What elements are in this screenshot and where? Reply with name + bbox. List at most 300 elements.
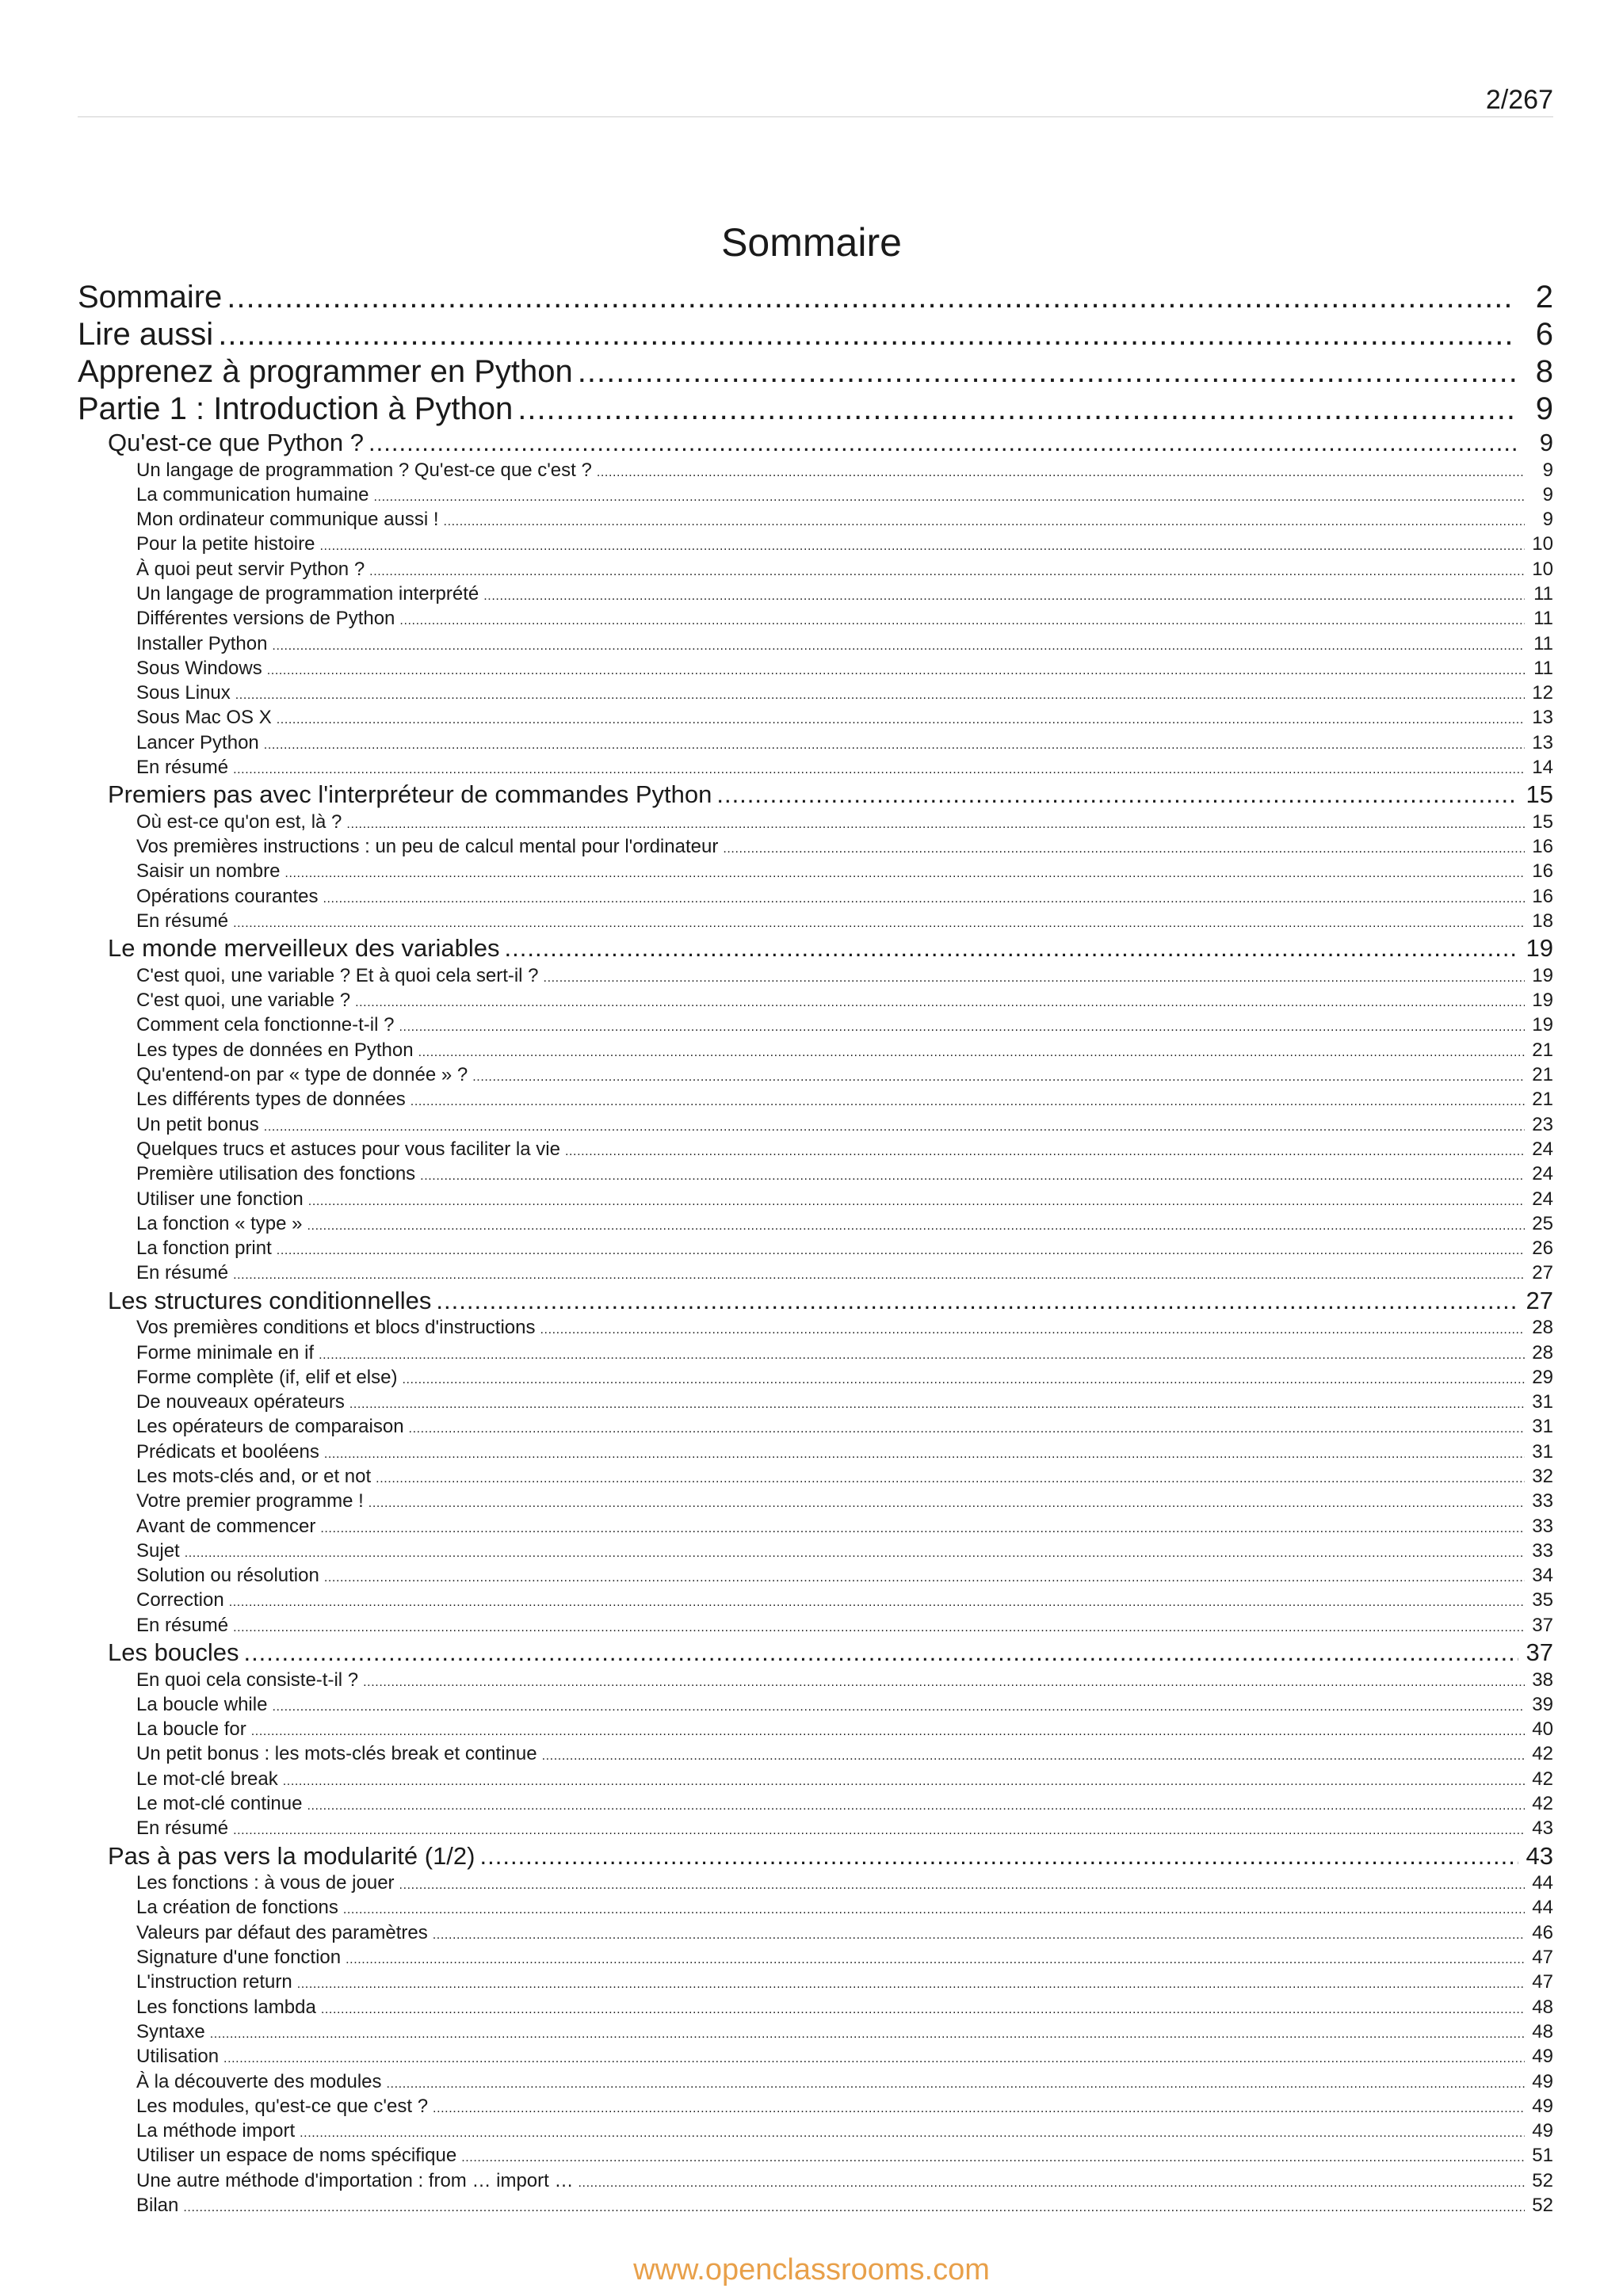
- toc-entry-title: La communication humaine: [136, 483, 369, 505]
- toc-entry-title: Les opérateurs de comparaison: [136, 1416, 404, 1438]
- toc-entry-page-number: 42: [1532, 1743, 1553, 1765]
- toc-entry-page-number: 29: [1532, 1366, 1553, 1388]
- toc-entry-title: Prédicats et booléens: [136, 1440, 319, 1463]
- toc-dot-leader: [716, 780, 1518, 810]
- toc-entry[interactable]: [78, 834, 1553, 859]
- toc-dot-leader: [409, 1417, 1525, 1439]
- toc-dot-leader: [297, 1972, 1525, 1994]
- toc-dot-leader: [285, 861, 1525, 883]
- toc-entry-title: Vos premières conditions et blocs d'instructions: [136, 1317, 536, 1339]
- toc-entry-page-number: 27: [1526, 1286, 1553, 1314]
- toc-entry[interactable]: [78, 2168, 1553, 2193]
- toc-entry-page-number: 28: [1532, 1317, 1553, 1339]
- toc-dot-leader: [264, 733, 1525, 755]
- toc-entry-title: En résumé: [136, 1262, 229, 1284]
- toc-entry-page-number: 33: [1532, 1490, 1553, 1512]
- toc-entry[interactable]: [78, 1062, 1553, 1087]
- footer-website-link[interactable]: www.openclassrooms.com: [633, 2253, 990, 2286]
- toc-entry-page-number: 46: [1532, 1921, 1553, 1943]
- toc-entry-page-number: 13: [1532, 707, 1553, 729]
- toc-entry[interactable]: [78, 1945, 1553, 1970]
- toc-entry-page-number: 43: [1532, 1817, 1553, 1840]
- toc-dot-leader: [185, 1541, 1525, 1563]
- toc-entry[interactable]: [78, 1211, 1553, 1236]
- toc-entry[interactable]: [78, 1261, 1553, 1285]
- toc-entry-title: Signature d'une fonction: [136, 1947, 342, 1969]
- toc-entry-page-number: 6: [1535, 317, 1553, 352]
- toc-entry[interactable]: [78, 780, 1553, 810]
- toc-entry-page-number: 44: [1532, 1897, 1553, 1919]
- toc-entry-page-number: 48: [1532, 2020, 1553, 2042]
- toc-entry-page-number: 25: [1532, 1212, 1553, 1234]
- toc-entry-page-number: 52: [1532, 2195, 1553, 2216]
- toc-entry-page-number: 9: [1542, 509, 1553, 531]
- toc-entry-title: Sujet: [136, 1539, 180, 1562]
- toc-entry[interactable]: [78, 1315, 1553, 1340]
- toc-entry-title: En résumé: [136, 910, 229, 933]
- toc-entry[interactable]: [78, 988, 1553, 1013]
- toc-dot-leader: [578, 2171, 1525, 2193]
- toc-entry-title: Sous Windows: [136, 657, 262, 679]
- toc-entry-title: Pour la petite histoire: [136, 533, 315, 555]
- toc-dot-leader: [363, 1670, 1525, 1692]
- toc-dot-leader: [320, 1516, 1525, 1539]
- toc-entry[interactable]: [78, 2119, 1553, 2143]
- toc-dot-leader: [387, 2072, 1525, 2094]
- toc-entry-page-number: 49: [1532, 2120, 1553, 2142]
- toc-entry[interactable]: [78, 2069, 1553, 2094]
- toc-entry-page-number: 11: [1533, 657, 1553, 679]
- toc-entry[interactable]: [78, 1741, 1553, 1766]
- toc-dot-leader: [233, 757, 1525, 780]
- toc-entry-page-number: 9: [1539, 429, 1553, 456]
- toc-entry[interactable]: [78, 1613, 1553, 1638]
- toc-entry-title: C'est quoi, une variable ? Et à quoi cela sert-il ?: [136, 964, 539, 986]
- toc-entry-page-number: 16: [1532, 836, 1553, 858]
- toc-dot-leader: [323, 887, 1525, 909]
- toc-entry-title: Syntaxe: [136, 2020, 205, 2042]
- toc-entry[interactable]: [78, 557, 1553, 582]
- toc-entry[interactable]: [78, 1871, 1553, 1895]
- toc-entry[interactable]: [78, 1286, 1553, 1316]
- toc-entry-title: Les modules, qu'est-ce que c'est ?: [136, 2095, 429, 2117]
- toc-dot-leader: [399, 1873, 1525, 1895]
- toc-entry-page-number: 16: [1532, 885, 1553, 907]
- toc-entry-title: La fonction print: [136, 1238, 272, 1260]
- toc-dot-leader: [433, 1923, 1525, 1945]
- toc-entry-page-number: 51: [1532, 2145, 1553, 2167]
- toc-entry-page-number: 24: [1532, 1188, 1553, 1210]
- toc-entry[interactable]: [78, 1038, 1553, 1062]
- toc-entry[interactable]: [78, 656, 1553, 681]
- toc-dot-leader: [307, 1794, 1525, 1816]
- toc-dot-leader: [369, 559, 1525, 582]
- toc-entry[interactable]: [78, 1668, 1553, 1692]
- toc-entry-page-number: 35: [1532, 1589, 1553, 1611]
- toc-entry[interactable]: [78, 428, 1553, 458]
- toc-entry[interactable]: [78, 1692, 1553, 1717]
- toc-entry-title: Les fonctions lambda: [136, 1996, 316, 2018]
- toc-entry-title: À quoi peut servir Python ?: [136, 558, 365, 580]
- toc-entry-title: Mon ordinateur communique aussi !: [136, 509, 439, 531]
- toc-entry-title: Apprenez à programmer en Python: [78, 354, 573, 389]
- toc-entry-title: La méthode import: [136, 2120, 296, 2142]
- toc-entry-page-number: 12: [1532, 682, 1553, 704]
- toc-entry-title: Lancer Python: [136, 731, 259, 753]
- toc-dot-leader: [229, 1590, 1525, 1612]
- toc-entry[interactable]: [78, 730, 1553, 755]
- toc-entry[interactable]: [78, 1187, 1553, 1211]
- toc-entry[interactable]: [78, 1588, 1553, 1612]
- toc-dot-leader: [264, 1115, 1525, 1137]
- toc-dot-leader: [369, 1491, 1525, 1513]
- toc-entry[interactable]: [78, 884, 1553, 909]
- toc-entry-page-number: 37: [1532, 1614, 1553, 1636]
- toc-entry-page-number: 40: [1532, 1718, 1553, 1741]
- toc-entry-title: Votre premier programme !: [136, 1490, 364, 1512]
- toc-entry-title: Premiers pas avec l'interpréteur de commandes Python: [108, 780, 712, 809]
- toc-dot-leader: [233, 911, 1525, 933]
- toc-entry-page-number: 28: [1532, 1341, 1553, 1363]
- toc-entry-title: Qu'entend-on par « type de donnée » ?: [136, 1064, 468, 1086]
- toc-entry-page-number: 24: [1532, 1163, 1553, 1185]
- toc-entry-page-number: 19: [1526, 934, 1553, 963]
- toc-entry-page-number: 49: [1532, 2070, 1553, 2092]
- toc-entry-page-number: 42: [1532, 1793, 1553, 1815]
- toc-dot-leader: [308, 1189, 1525, 1211]
- toc-entry-page-number: 11: [1533, 608, 1553, 630]
- toc-entry[interactable]: [78, 1717, 1553, 1741]
- toc-entry-page-number: 21: [1532, 1039, 1553, 1061]
- toc-dot-leader: [544, 966, 1525, 988]
- toc-dot-leader: [505, 933, 1518, 963]
- toc-dot-leader: [343, 1897, 1525, 1920]
- toc-entry-page-number: 19: [1532, 990, 1553, 1012]
- toc-entry-page-number: 10: [1532, 533, 1553, 555]
- toc-dot-leader: [267, 658, 1525, 681]
- toc-dot-leader: [433, 2096, 1525, 2119]
- toc-entry-page-number: 21: [1532, 1089, 1553, 1111]
- toc-entry-page-number: 21: [1532, 1064, 1553, 1086]
- toc-entry[interactable]: [78, 606, 1553, 631]
- toc-entry-page-number: 23: [1532, 1113, 1553, 1135]
- toc-entry-page-number: 52: [1532, 2169, 1553, 2191]
- toc-entry-page-number: 49: [1532, 2046, 1553, 2068]
- toc-entry[interactable]: [78, 1895, 1553, 1920]
- toc-entry[interactable]: [78, 1137, 1553, 1161]
- toc-entry[interactable]: [78, 1514, 1553, 1539]
- toc-entry-page-number: 9: [1542, 483, 1553, 505]
- toc-entry[interactable]: [78, 1161, 1553, 1186]
- header-divider: [78, 116, 1553, 117]
- toc-entry[interactable]: [78, 532, 1553, 556]
- toc-entry-title: C'est quoi, une variable ?: [136, 990, 351, 1012]
- toc-entry[interactable]: [78, 1539, 1553, 1563]
- toc-entry-title: Un langage de programmation ? Qu'est-ce que c'est ?: [136, 459, 592, 481]
- toc-entry[interactable]: [78, 582, 1553, 606]
- toc-dot-leader: [723, 837, 1525, 859]
- toc-entry[interactable]: [78, 1464, 1553, 1489]
- toc-entry-page-number: 47: [1532, 1971, 1553, 1993]
- toc-entry-page-number: 31: [1532, 1440, 1553, 1463]
- toc-entry-page-number: 10: [1532, 558, 1553, 580]
- toc-dot-leader: [374, 485, 1526, 507]
- toc-dot-leader: [272, 634, 1525, 656]
- toc-entry-page-number: 27: [1532, 1262, 1553, 1284]
- toc-entry[interactable]: [78, 1638, 1553, 1668]
- toc-entry-page-number: 37: [1526, 1638, 1553, 1667]
- toc-entry[interactable]: [78, 963, 1553, 988]
- toc-dot-leader: [411, 1089, 1525, 1112]
- toc-entry-page-number: 19: [1532, 964, 1553, 986]
- toc-entry[interactable]: [78, 2143, 1553, 2168]
- toc-entry-page-number: 48: [1532, 1996, 1553, 2018]
- toc-entry-page-number: 16: [1532, 860, 1553, 883]
- toc-entry-page-number: 15: [1526, 780, 1553, 809]
- toc-entry-title: Lire aussi: [78, 317, 214, 352]
- toc-dot-leader: [210, 2022, 1525, 2044]
- toc-entry-page-number: 33: [1532, 1539, 1553, 1562]
- toc-entry[interactable]: [78, 705, 1553, 730]
- toc-entry[interactable]: [78, 859, 1553, 883]
- toc-dot-leader: [300, 2121, 1525, 2143]
- toc-dot-leader: [402, 1367, 1525, 1390]
- toc-entry-page-number: 43: [1526, 1841, 1553, 1870]
- toc-entry[interactable]: [78, 1995, 1553, 2019]
- toc-entry-title: La création de fonctions: [136, 1897, 338, 1919]
- toc-entry-page-number: 19: [1532, 1014, 1553, 1036]
- toc-entry[interactable]: [78, 1841, 1553, 1871]
- toc-entry[interactable]: [78, 1087, 1553, 1112]
- toc-entry[interactable]: [78, 1341, 1553, 1365]
- toc-dot-leader: [346, 1947, 1525, 1970]
- page-title: Sommaire: [721, 219, 902, 265]
- toc-entry[interactable]: [78, 316, 1553, 353]
- toc-entry[interactable]: [78, 353, 1553, 391]
- toc-entry-title: Vos premières instructions : un peu de calcul mental pour l'ordinateur: [136, 836, 719, 858]
- toc-dot-leader: [324, 1442, 1525, 1464]
- toc-entry-title: Comment cela fonctionne-t-il ?: [136, 1014, 395, 1036]
- toc-entry-page-number: 18: [1532, 910, 1553, 933]
- toc-entry-title: Le monde merveilleux des variables: [108, 934, 500, 963]
- toc-entry-title: En quoi cela consiste-t-il ?: [136, 1669, 359, 1691]
- toc-dot-leader: [283, 1769, 1525, 1791]
- toc-entry[interactable]: [78, 1236, 1553, 1261]
- toc-entry-title: L'instruction return: [136, 1971, 292, 1993]
- toc-dot-leader: [233, 1615, 1525, 1638]
- toc-entry[interactable]: [78, 681, 1553, 705]
- toc-entry-page-number: 33: [1532, 1515, 1553, 1537]
- toc-entry-title: Les mots-clés and, or et not: [136, 1465, 372, 1487]
- toc-entry[interactable]: [78, 631, 1553, 656]
- toc-entry[interactable]: [78, 391, 1553, 428]
- toc-dot-leader: [272, 1695, 1525, 1717]
- toc-entry[interactable]: [78, 1970, 1553, 1994]
- toc-dot-leader: [349, 1392, 1525, 1414]
- toc-entry[interactable]: [78, 2094, 1553, 2119]
- toc-entry-page-number: 11: [1533, 582, 1553, 605]
- toc-entry-title: Opérations courantes: [136, 885, 319, 907]
- toc-entry[interactable]: [78, 755, 1553, 780]
- toc-entry-title: En résumé: [136, 757, 229, 779]
- toc-entry-title: À la découverte des modules: [136, 2070, 382, 2092]
- toc-entry-title: Les structures conditionnelles: [108, 1286, 432, 1314]
- toc-entry[interactable]: [78, 1365, 1553, 1390]
- toc-entry[interactable]: [78, 1816, 1553, 1840]
- toc-entry-page-number: 44: [1532, 1872, 1553, 1894]
- toc-dot-leader: [319, 1343, 1525, 1365]
- toc-entry[interactable]: [78, 1489, 1553, 1513]
- toc-entry-title: La boucle for: [136, 1718, 246, 1741]
- toc-dot-leader: [183, 2195, 1525, 2218]
- toc-dot-leader: [420, 1164, 1525, 1186]
- toc-dot-leader: [277, 1238, 1525, 1261]
- toc-dot-leader: [227, 279, 1515, 316]
- toc-entry-title: Bilan: [136, 2195, 179, 2216]
- toc-entry[interactable]: [78, 458, 1553, 482]
- toc-entry-title: Sommaire: [78, 280, 223, 315]
- toc-dot-leader: [235, 683, 1525, 705]
- toc-dot-leader: [307, 1214, 1525, 1236]
- toc-dot-leader: [480, 1841, 1519, 1871]
- toc-entry[interactable]: [78, 933, 1553, 963]
- toc-entry-page-number: 14: [1532, 757, 1553, 779]
- toc-entry-page-number: 31: [1532, 1391, 1553, 1413]
- toc-entry[interactable]: [78, 1563, 1553, 1588]
- toc-entry-title: Les types de données en Python: [136, 1039, 414, 1061]
- toc-dot-leader: [355, 990, 1525, 1013]
- toc-dot-leader: [319, 534, 1525, 556]
- toc-entry[interactable]: [78, 1440, 1553, 1464]
- toc-dot-leader: [461, 2145, 1525, 2168]
- toc-entry-title: Différentes versions de Python: [136, 608, 395, 630]
- toc-entry-title: Première utilisation des fonctions: [136, 1163, 416, 1185]
- toc-entry[interactable]: [78, 1920, 1553, 1945]
- toc-entry-title: Utilisation: [136, 2046, 220, 2068]
- toc-entry[interactable]: [78, 810, 1553, 834]
- toc-entry[interactable]: [78, 1414, 1553, 1439]
- toc-entry[interactable]: [78, 279, 1553, 316]
- toc-entry-title: Utiliser une fonction: [136, 1188, 304, 1210]
- toc-dot-leader: [542, 1744, 1525, 1766]
- toc-entry[interactable]: [78, 2019, 1553, 2044]
- toc-entry-page-number: 26: [1532, 1238, 1553, 1260]
- toc-dot-leader: [399, 1015, 1525, 1037]
- toc-entry-page-number: 39: [1532, 1693, 1553, 1715]
- toc-entry-title: Sous Linux: [136, 682, 231, 704]
- toc-entry[interactable]: [78, 2193, 1553, 2218]
- toc-entry-title: Le mot-clé continue: [136, 1793, 303, 1815]
- toc-entry[interactable]: [78, 2044, 1553, 2069]
- toc-entry-title: La fonction « type »: [136, 1212, 303, 1234]
- toc-dot-leader: [251, 1719, 1525, 1741]
- toc-entry-page-number: 24: [1532, 1138, 1553, 1160]
- toc-entry[interactable]: [78, 1791, 1553, 1816]
- toc-entry-page-number: 49: [1532, 2095, 1553, 2117]
- toc-entry-title: Avant de commencer: [136, 1515, 316, 1537]
- toc-dot-leader: [436, 1286, 1518, 1316]
- toc-entry[interactable]: [78, 1390, 1553, 1414]
- toc-dot-leader: [218, 316, 1515, 353]
- toc-entry-title: Forme complète (if, elif et else): [136, 1366, 398, 1388]
- toc-dot-leader: [540, 1318, 1526, 1340]
- toc-dot-leader: [399, 608, 1525, 631]
- toc-entry-title: Forme minimale en if: [136, 1341, 315, 1363]
- toc-dot-leader: [565, 1139, 1525, 1161]
- toc-entry-title: Utiliser un espace de noms spécifique: [136, 2145, 457, 2167]
- toc-entry-title: Un petit bonus: [136, 1113, 259, 1135]
- toc-entry-title: Correction: [136, 1589, 224, 1611]
- toc-entry-page-number: 15: [1532, 810, 1553, 833]
- toc-dot-leader: [243, 1638, 1518, 1668]
- toc-entry-title: Partie 1 : Introduction à Python: [78, 391, 514, 426]
- toc-dot-leader: [233, 1263, 1525, 1285]
- toc-entry-title: Les différents types de données: [136, 1089, 406, 1111]
- toc-dot-leader: [233, 1818, 1525, 1840]
- toc-dot-leader: [324, 1566, 1525, 1588]
- toc-entry-title: En résumé: [136, 1817, 229, 1840]
- toc-dot-leader: [223, 2046, 1525, 2069]
- toc-entry[interactable]: [78, 1013, 1553, 1037]
- toc-dot-leader: [517, 391, 1515, 428]
- toc-dot-leader: [376, 1466, 1525, 1489]
- toc-entry-page-number: 42: [1532, 1768, 1553, 1790]
- toc-entry-title: De nouveaux opérateurs: [136, 1391, 345, 1413]
- toc-entry[interactable]: [78, 1767, 1553, 1791]
- toc-entry-title: Saisir un nombre: [136, 860, 281, 883]
- toc-entry-title: Les fonctions : à vous de jouer: [136, 1872, 395, 1894]
- toc-entry[interactable]: [78, 507, 1553, 532]
- toc-entry-title: Une autre méthode d'importation : from … import …: [136, 2169, 574, 2191]
- toc-dot-leader: [418, 1040, 1525, 1062]
- toc-dot-leader: [472, 1065, 1525, 1087]
- toc-dot-leader: [578, 353, 1515, 391]
- toc-entry-title: Un petit bonus : les mots-clés break et continue: [136, 1743, 537, 1765]
- toc-entry-title: Sous Mac OS X: [136, 707, 272, 729]
- toc-dot-leader: [346, 812, 1525, 834]
- toc-entry[interactable]: [78, 482, 1553, 507]
- toc-dot-leader: [483, 584, 1525, 606]
- toc-dot-leader: [369, 428, 1518, 458]
- toc-entry-page-number: 47: [1532, 1947, 1553, 1969]
- toc-entry[interactable]: [78, 909, 1553, 933]
- toc-dot-leader: [444, 509, 1525, 532]
- toc-dot-leader: [321, 1997, 1525, 2019]
- page-number: 2/267: [1485, 85, 1553, 115]
- toc-entry-page-number: 9: [1535, 391, 1553, 426]
- toc-entry-title: Les boucles: [108, 1638, 239, 1667]
- toc-entry-title: Valeurs par défaut des paramètres: [136, 1921, 428, 1943]
- toc-entry-page-number: 13: [1532, 731, 1553, 753]
- toc-entry-page-number: 2: [1535, 280, 1553, 315]
- toc-dot-leader: [597, 460, 1525, 482]
- toc-entry-title: Qu'est-ce que Python ?: [108, 429, 365, 456]
- toc-entry-title: La boucle while: [136, 1693, 268, 1715]
- toc-entry-title: En résumé: [136, 1614, 229, 1636]
- toc-entry-title: Installer Python: [136, 632, 268, 654]
- toc-entry-title: Pas à pas vers la modularité (1/2): [108, 1841, 475, 1870]
- toc-dot-leader: [277, 707, 1525, 730]
- toc-entry-page-number: 34: [1532, 1565, 1553, 1587]
- toc-entry-title: Un langage de programmation interprété: [136, 582, 479, 605]
- toc-entry-page-number: 38: [1532, 1669, 1553, 1691]
- toc-entry-title: Solution ou résolution: [136, 1565, 319, 1587]
- toc-entry[interactable]: [78, 1112, 1553, 1137]
- toc-entry-page-number: 32: [1532, 1465, 1553, 1487]
- table-of-contents: [78, 279, 1553, 2218]
- toc-entry-title: Où est-ce qu'on est, là ?: [136, 810, 342, 833]
- toc-entry-page-number: 9: [1542, 459, 1553, 481]
